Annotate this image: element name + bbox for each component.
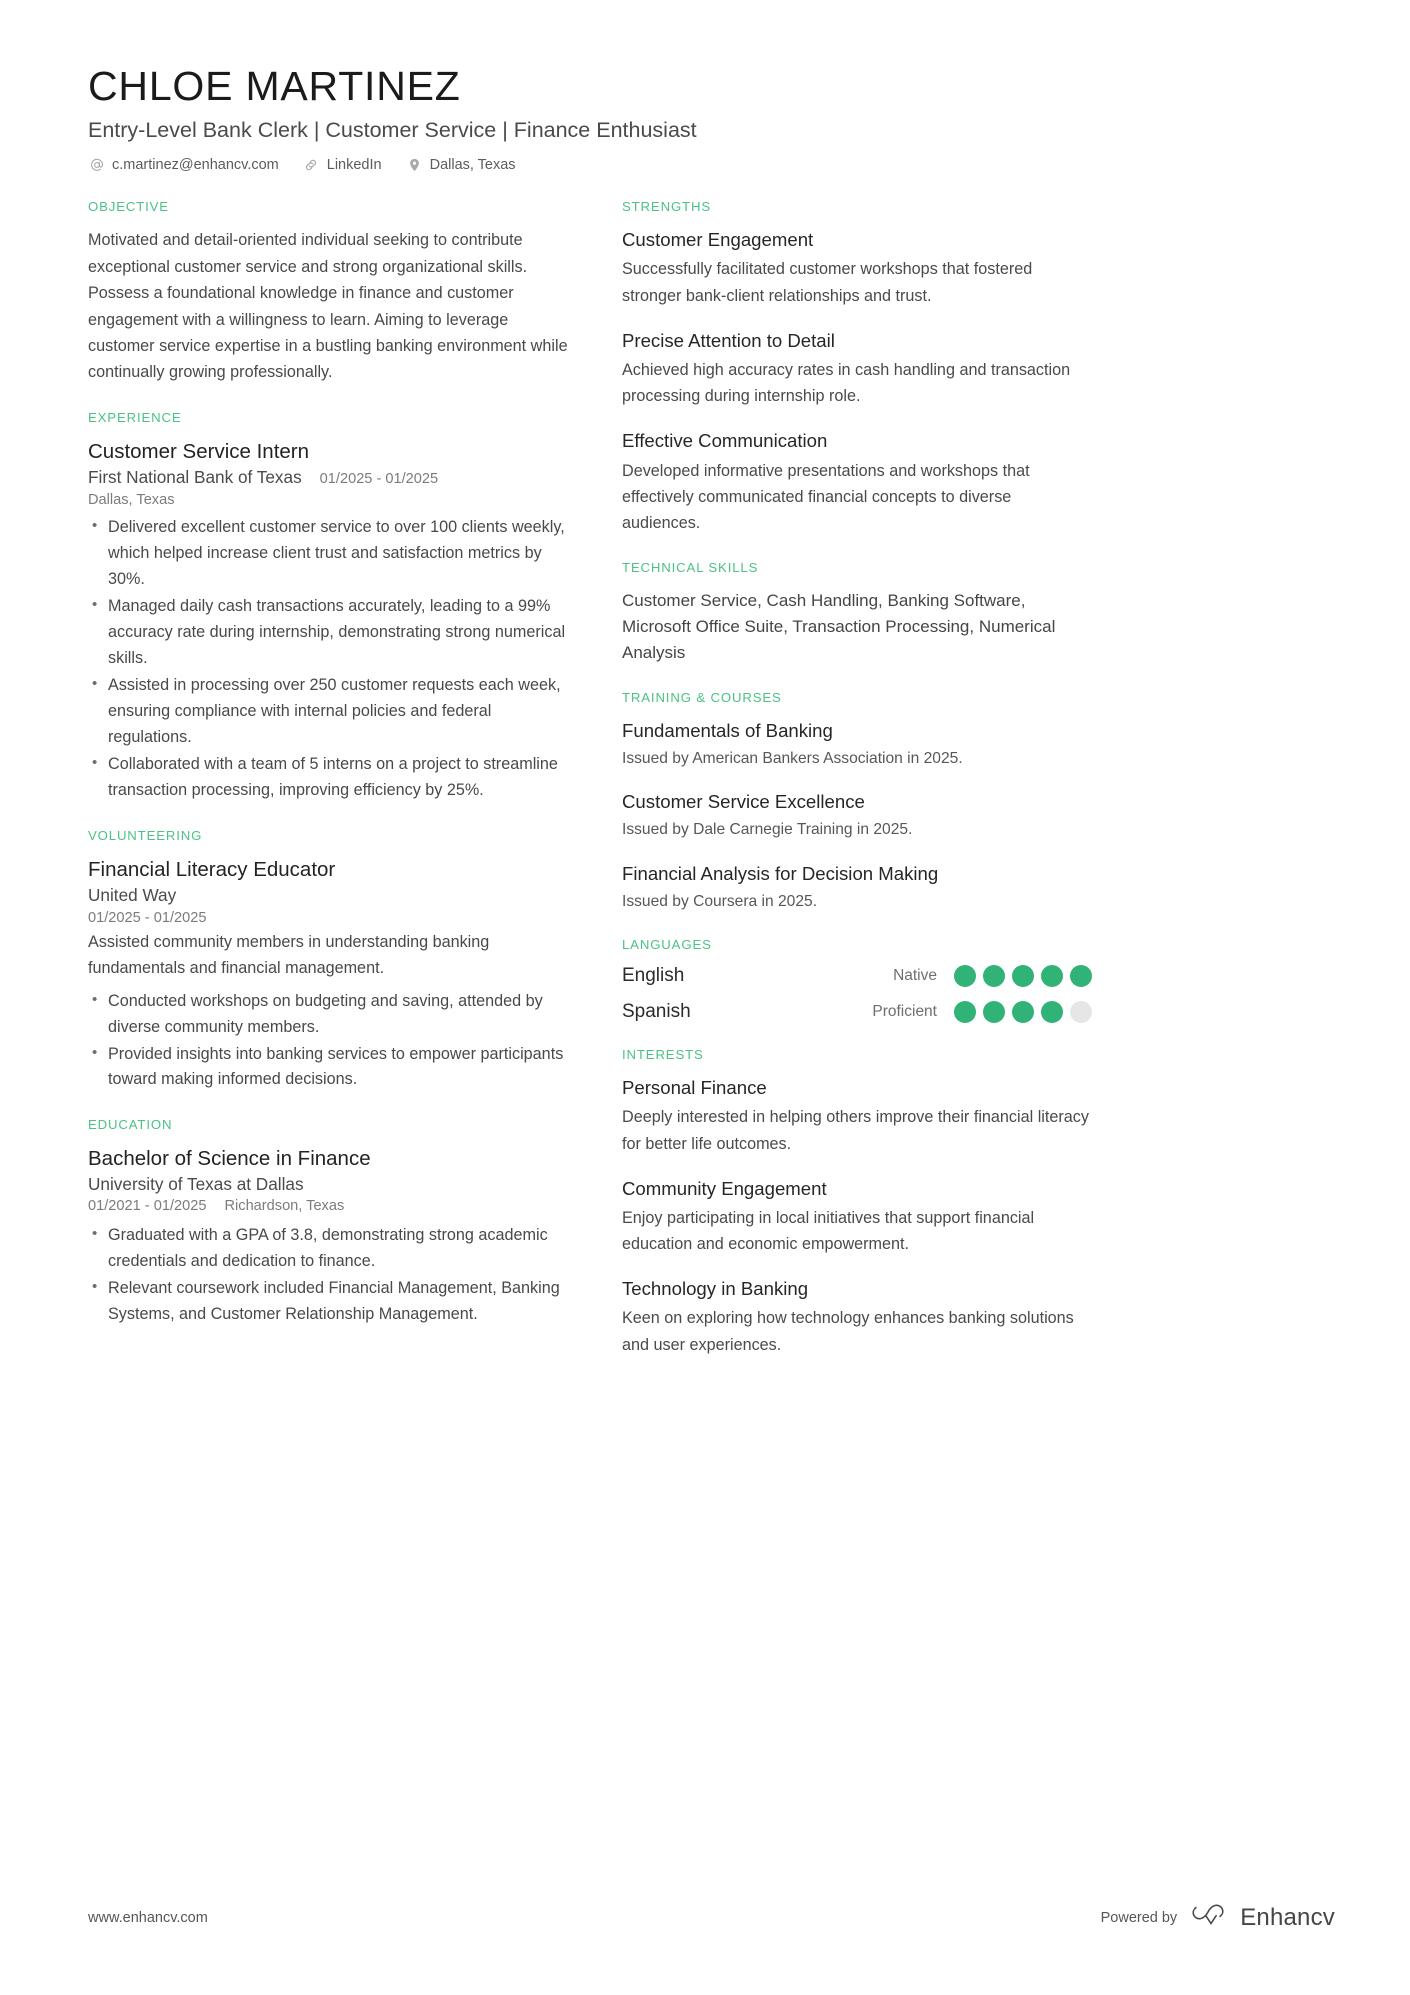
section-objective <box>88 199 570 385</box>
language-row-spanish <box>622 1001 1092 1023</box>
volunteering-entry <box>88 856 570 1094</box>
education-entry <box>88 1145 570 1328</box>
volunteering-date: 01/2025 - 01/2025 <box>88 909 207 926</box>
contact-location-text: Dallas, Texas <box>429 156 516 173</box>
contact-email-text: c.martinez@enhancv.com <box>112 156 279 173</box>
experience-bullets <box>88 515 570 803</box>
list-item: • Assisted in processing over 250 customer requests each week, ensuring compliance with internal policies and federal regulations. <box>88 673 570 751</box>
education-sub-row <box>88 1173 570 1196</box>
rating-dot <box>954 1001 976 1023</box>
rating-dot <box>1041 965 1063 987</box>
section-education <box>88 1117 570 1328</box>
rating-dot <box>1070 1001 1092 1023</box>
list-item: • Graduated with a GPA of 3.8, demonstrating strong academic credentials and dedication to finance. <box>88 1223 570 1275</box>
right-column <box>622 199 1092 1382</box>
list-item: • Relevant coursework included Financial Management, Banking Systems, and Customer Relationship Management. <box>88 1276 570 1328</box>
left-column <box>88 199 600 1352</box>
enhancv-logo-icon <box>1191 1902 1231 1933</box>
strength-description: Achieved high accuracy rates in cash handling and transaction processing during internship role. <box>622 360 1071 406</box>
rating-dot <box>1012 965 1034 987</box>
interest-description: Deeply interested in helping others improve their financial literacy for better life outcomes. <box>622 1108 1089 1153</box>
section-title-strengths: STRENGTHS <box>622 199 711 215</box>
volunteering-description: Assisted community members in understanding banking fundamentals and financial management. <box>88 932 490 978</box>
interest-name: Community Engagement <box>622 1177 827 1199</box>
contact-email[interactable] <box>88 156 279 173</box>
language-level: Proficient <box>872 1003 937 1021</box>
course-item <box>622 718 1092 770</box>
section-strengths <box>622 199 1092 536</box>
strength-item <box>622 328 1092 410</box>
section-title-training-courses: TRAINING & COURSES <box>622 689 782 705</box>
rating-dot <box>983 1001 1005 1023</box>
course-item <box>622 789 1092 841</box>
strength-name: Precise Attention to Detail <box>622 329 835 351</box>
contact-linkedin[interactable] <box>303 156 382 173</box>
contact-linkedin-text: LinkedIn <box>326 156 382 173</box>
experience-sub-row <box>88 466 570 490</box>
strength-item <box>622 428 1092 536</box>
experience-entry <box>88 438 570 804</box>
resume-columns <box>88 199 1335 1382</box>
rating-dot <box>954 965 976 987</box>
candidate-name: CHLOE MARTINEZ <box>88 63 461 109</box>
interest-description: Enjoy participating in local initiatives that support financial education and economic empowerment. <box>622 1208 1035 1254</box>
experience-org: First National Bank of Texas <box>88 466 302 487</box>
powered-by-label: Powered by <box>1100 1909 1178 1926</box>
education-date: 01/2021 - 01/2025 <box>88 1197 207 1214</box>
interest-item <box>622 1176 1092 1258</box>
list-item: • Provided insights into banking services to empower participants toward making informed decisions. <box>88 1042 570 1094</box>
section-title-objective: OBJECTIVE <box>88 199 169 215</box>
experience-role: Customer Service Intern <box>88 439 310 463</box>
contact-row <box>88 156 1335 173</box>
strength-description: Successfully facilitated customer workshops that fostered stronger bank-client relationships and trust. <box>622 260 1033 305</box>
objective-text: Motivated and detail-oriented individual seeking to contribute exceptional customer service and strong organizational skills. Possess a foundational knowledge in finance and customer engagement with a willingness to learn. Aiming to leverage customer service expertise in a bustling banking environment while continually growing professionally. <box>88 231 568 382</box>
education-school: University of Texas at Dallas <box>88 1174 304 1195</box>
interest-item <box>622 1276 1092 1358</box>
candidate-headline: Entry-Level Bank Clerk | Customer Service | Finance Enthusiast <box>88 118 697 143</box>
interest-description: Keen on exploring how technology enhances banking solutions and user experiences. <box>622 1309 1074 1354</box>
volunteering-sub-row <box>88 884 570 907</box>
link-icon <box>303 156 320 173</box>
section-languages <box>622 937 1092 1023</box>
language-name: Spanish <box>622 1001 691 1023</box>
rating-dot <box>1070 965 1092 987</box>
experience-location: Dallas, Texas <box>88 492 175 509</box>
experience-date: 01/2025 - 01/2025 <box>319 470 439 487</box>
course-item <box>622 861 1092 913</box>
volunteering-org: United Way <box>88 884 177 905</box>
strength-name: Customer Engagement <box>622 229 814 251</box>
course-issuer: Issued by Coursera in 2025. <box>622 892 818 910</box>
enhancv-brand-name: Enhancv <box>1240 1903 1335 1931</box>
footer-website-url[interactable]: www.enhancv.com <box>88 1909 208 1926</box>
course-name: Customer Service Excellence <box>622 791 865 813</box>
section-title-experience: EXPERIENCE <box>88 409 182 425</box>
course-name: Financial Analysis for Decision Making <box>622 862 939 884</box>
volunteering-bullets <box>88 989 570 1094</box>
language-rating-dots <box>954 1001 1092 1023</box>
section-technical-skills <box>622 560 1092 665</box>
list-item: • Managed daily cash transactions accurately, leading to a 99% accuracy rate during internship, demonstrating strong numerical skills. <box>88 594 570 672</box>
section-title-interests: INTERESTS <box>622 1047 704 1063</box>
education-bullets <box>88 1223 570 1328</box>
education-location: Richardson, Texas <box>224 1197 345 1214</box>
education-degree: Bachelor of Science in Finance <box>88 1147 371 1171</box>
rating-dot <box>1041 1001 1063 1023</box>
course-name: Fundamentals of Banking <box>622 719 833 741</box>
interest-item <box>622 1075 1092 1157</box>
list-item: • Collaborated with a team of 5 interns on a project to streamline transaction processing, improving efficiency by 25%. <box>88 752 570 804</box>
language-level: Native <box>893 967 937 985</box>
at-icon <box>88 156 105 173</box>
footer-branding <box>1101 1902 1335 1933</box>
section-title-volunteering: VOLUNTEERING <box>88 827 203 843</box>
section-interests <box>622 1047 1092 1358</box>
language-row-english <box>622 965 1092 987</box>
list-item: • Delivered excellent customer service to over 100 clients weekly, which helped increase client trust and satisfaction metrics by 30%. <box>88 515 570 593</box>
section-training-courses <box>622 690 1092 913</box>
section-title-education: EDUCATION <box>88 1117 173 1133</box>
course-issuer: Issued by Dale Carnegie Training in 2025. <box>622 821 913 839</box>
resume-header <box>88 62 1335 173</box>
list-item: • Conducted workshops on budgeting and saving, attended by diverse community members. <box>88 989 570 1041</box>
language-name: English <box>622 965 685 987</box>
section-volunteering <box>88 828 570 1094</box>
enhancv-brand[interactable] <box>1191 1902 1335 1933</box>
section-title-languages: LANGUAGES <box>622 937 712 953</box>
section-experience <box>88 410 570 804</box>
strength-name: Effective Communication <box>622 430 828 452</box>
volunteering-role: Financial Literacy Educator <box>88 857 336 881</box>
section-title-technical-skills: TECHNICAL SKILLS <box>622 560 759 576</box>
rating-dot <box>983 965 1005 987</box>
interest-name: Personal Finance <box>622 1077 767 1099</box>
course-issuer: Issued by American Bankers Association in 2025. <box>622 749 963 767</box>
rating-dot <box>1012 1001 1034 1023</box>
interest-name: Technology in Banking <box>622 1278 809 1300</box>
language-rating-dots <box>954 965 1092 987</box>
technical-skills-text: Customer Service, Cash Handling, Banking Software, Microsoft Office Suite, Transaction Processing, Numerical Analysis <box>622 591 1056 662</box>
contact-location <box>406 156 516 173</box>
location-pin-icon <box>406 156 423 173</box>
strength-description: Developed informative presentations and workshops that effectively communicated financial concepts to diverse audiences. <box>622 461 1030 532</box>
page-footer <box>88 1902 1335 1933</box>
strength-item <box>622 227 1092 309</box>
education-meta-row <box>88 1197 570 1217</box>
